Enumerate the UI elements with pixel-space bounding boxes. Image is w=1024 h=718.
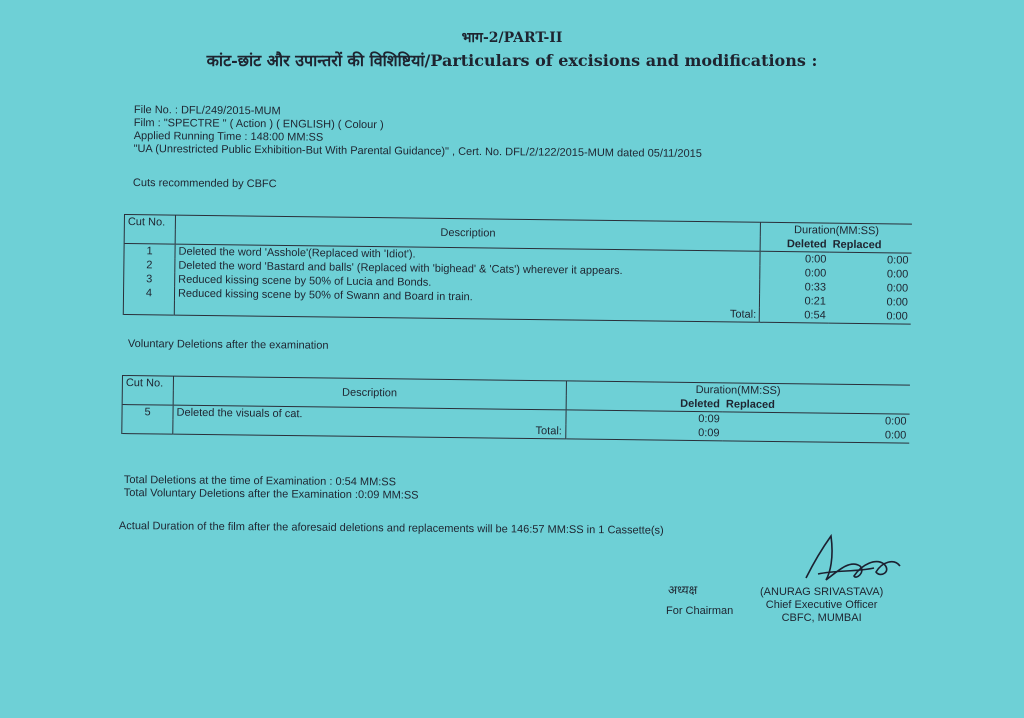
file-number: File No. : DFL/249/2015-MUM [133, 104, 281, 118]
cut-no-header: Cut No. [122, 376, 173, 406]
running-time: Applied Running Time : 148:00 MM:SS [133, 129, 324, 144]
replaced-duration: 0:00 [886, 282, 909, 295]
replaced-header: Replaced [725, 398, 775, 411]
cuts-intro: Cuts recommended by CBFC [132, 177, 277, 191]
voluntary-heading: Voluntary Deletions after the examination [127, 338, 329, 352]
replaced-duration: 0:00 [886, 296, 909, 309]
total-label: Total: [173, 420, 566, 439]
total-deletions: Total Deletions at the time of Examination : 0:54 MM:SS [123, 474, 397, 489]
replaced-duration: 0:00 [884, 415, 907, 428]
deleted-duration: 0:00 [760, 251, 829, 266]
signatory-block [760, 586, 883, 625]
deleted-duration: 0:00 [760, 266, 829, 281]
duration-header: Duration(MM:SS) [761, 222, 912, 238]
cut-number: 5 [122, 405, 173, 420]
total-deleted: 0:09 [565, 424, 722, 440]
deleted-duration: 0:21 [760, 294, 829, 309]
chairman-hindi: अध्यक्ष [668, 583, 698, 597]
deleted-duration: 0:09 [565, 410, 722, 426]
cut-description: Deleted the word 'Asshole'(Replaced with 'Idiot'). [175, 244, 761, 266]
total-replaced: 0:00 [884, 429, 907, 442]
cut-no-header: Cut No. [124, 215, 175, 245]
duration-header: Duration(MM:SS) [566, 381, 910, 400]
signatory-office: CBFC, MUMBAI [781, 612, 862, 624]
title-english: /Particulars of excisions and modifications : [424, 51, 818, 70]
cuts-header-row [124, 215, 912, 239]
deleted-header: Deleted [760, 237, 829, 252]
cut-description: Deleted the word 'Bastard and balls' (Replaced with 'bighead' & 'Cats') wherever it appears. [175, 259, 761, 280]
cut-number: 1 [124, 244, 175, 259]
page-title [0, 49, 1024, 71]
cuts-table [123, 214, 912, 325]
voluntary-deletions: Total Voluntary Deletions after the Examination :0:09 MM:SS [123, 486, 419, 502]
total-replaced: 0:00 [886, 310, 908, 323]
title-hindi: कांट-छांट और उपान्तरों की विशिष्टियां [206, 51, 425, 70]
cut-number: 2 [124, 258, 175, 273]
part-heading: भाग-2/PART-II [461, 30, 563, 46]
deleted-header: Deleted [566, 395, 723, 411]
file-info [134, 104, 703, 161]
certificate-line: "UA (Unrestricted Public Exhibition-But With Parental Guidance)" , Cert. No. DFL/2/122/2015-MUM dated 05/11/2015 [133, 142, 702, 160]
film-name: Film : "SPECTRE " ( Action ) ( ENGLISH) ( Colour ) [133, 116, 384, 132]
signatory-name: (ANURAG SRIVASTAVA) [760, 586, 884, 598]
cut-description: Reduced kissing scene by 50% of Lucia and Bonds. [175, 273, 761, 294]
description-header: Description [173, 376, 566, 410]
actual-duration: Actual Duration of the film after the aforesaid deletions and replacements will be 146:57 MM:SS in 1 Cassette(s) [118, 520, 664, 537]
signatory-designation: Chief Executive Officer [765, 599, 878, 611]
cut-description: Deleted the visuals of cat. [173, 405, 566, 424]
cut-description: Reduced kissing scene by 50% of Swann and Board in train. [174, 287, 760, 308]
total-deleted: 0:54 [760, 308, 829, 323]
replaced-header: Replaced [832, 238, 882, 252]
deleted-duration: 0:33 [760, 280, 829, 295]
total-label: Total: [174, 301, 760, 323]
description-header: Description [175, 215, 761, 251]
cut-number: 4 [123, 286, 174, 301]
for-chairman: For Chairman [666, 605, 734, 617]
voluntary-table [121, 375, 910, 444]
replaced-duration: 0:00 [886, 254, 909, 267]
voluntary-header-row [122, 376, 910, 400]
cut-number: 3 [124, 272, 175, 287]
summary [124, 474, 419, 503]
replaced-duration: 0:00 [886, 268, 909, 281]
